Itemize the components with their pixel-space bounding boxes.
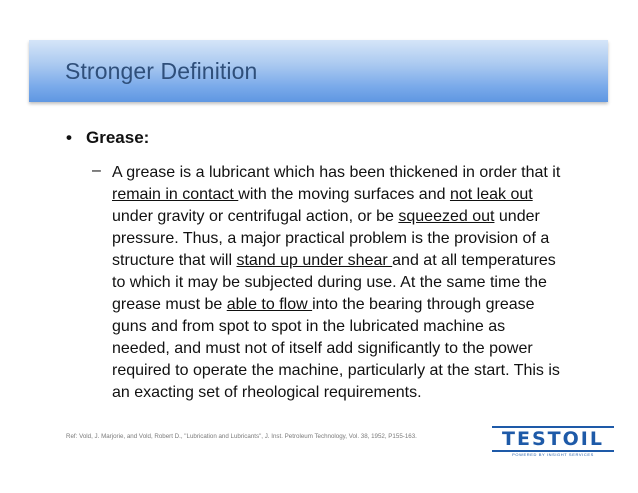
text-run: an exacting set of rheological requirements. <box>112 384 422 401</box>
text-run: under gravity or centrifugal action, or be <box>112 208 399 225</box>
text-run: A grease is a lubricant which has been thickened in order that it <box>112 164 561 181</box>
paragraph-line <box>112 250 587 272</box>
underlined-phrase: stand up under shear <box>236 252 393 269</box>
testoil-logo <box>492 424 614 458</box>
bullet-grease <box>66 128 149 148</box>
text-run: into the bearing through grease <box>312 296 535 313</box>
text-run: structure that will <box>112 252 237 269</box>
paragraph-line <box>112 206 587 228</box>
text-run: required to operate the machine, particularly at the start. This is <box>112 362 560 379</box>
paragraph-line <box>112 382 587 404</box>
paragraph-line <box>112 228 587 250</box>
underlined-phrase: not leak out <box>449 186 533 203</box>
underlined-phrase: remain in contact <box>112 186 239 203</box>
logo-tagline: POWERED BY INSIGHT SERVICES <box>512 452 594 457</box>
text-run: with the moving surfaces and <box>238 186 450 203</box>
text-run: to which it may be subjected during use. At the same time the <box>112 274 547 291</box>
paragraph-line <box>112 316 587 338</box>
logo-wordmark: TESTOIL <box>492 426 614 452</box>
paragraph-line <box>112 294 587 316</box>
bullet-label: Grease: <box>86 128 150 147</box>
slide-title: Stronger Definition <box>65 58 258 84</box>
text-run: and at all temperatures <box>392 252 556 269</box>
text-run: pressure. Thus, a major practical problem is the provision of a <box>112 230 550 247</box>
paragraph-line <box>112 184 587 206</box>
bullet-marker: • <box>66 128 72 147</box>
text-run: needed, and must not of itself add significantly to the power <box>112 340 533 357</box>
text-run: under <box>494 208 540 225</box>
definition-paragraph <box>112 162 587 404</box>
paragraph-line <box>112 360 587 382</box>
text-run: grease must be <box>112 296 227 313</box>
paragraph-line <box>112 338 587 360</box>
paragraph-line <box>112 272 587 294</box>
title-bar <box>29 40 608 102</box>
paragraph-line <box>112 162 587 184</box>
text-run: guns and from spot to spot in the lubricated machine as <box>112 318 506 335</box>
underlined-phrase: squeezed out <box>398 208 495 225</box>
reference-citation: Ref: Vold, J. Marjorie, and Vold, Robert D., "Lubrication and Lubricants", J. Inst. Petroleum Technology, Vol. 38, 1952, P155-163. <box>66 433 417 440</box>
underlined-phrase: able to flow <box>226 296 313 313</box>
sub-bullet-marker: – <box>92 162 101 179</box>
